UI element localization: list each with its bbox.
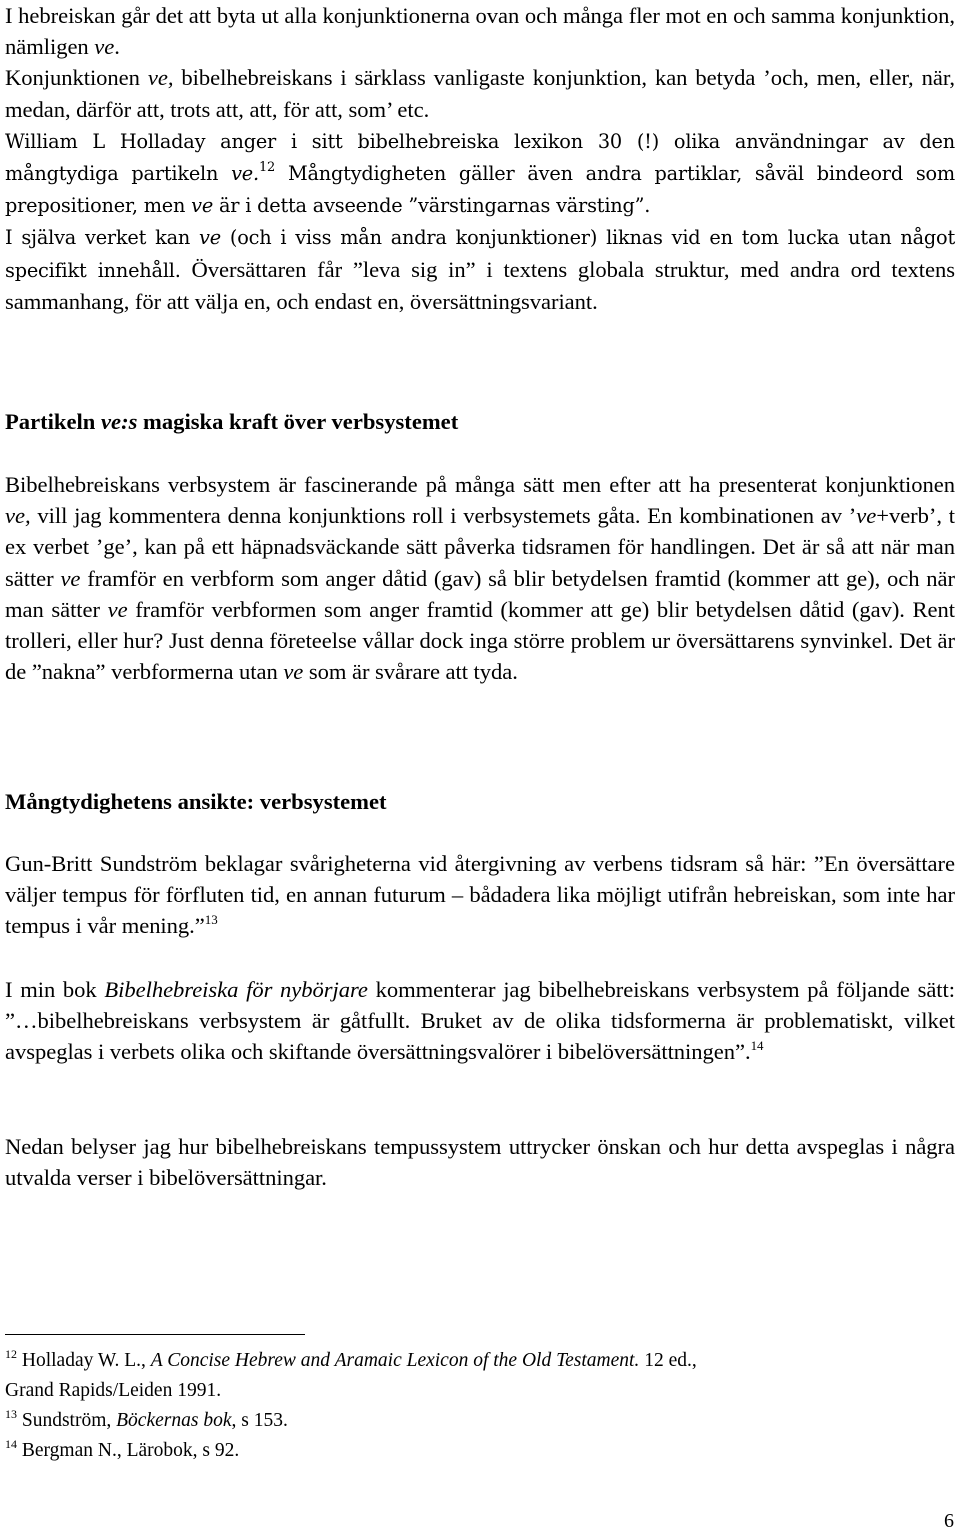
footnote-14 (5, 1436, 955, 1466)
text: Grand Rapids/Leiden 1991. (5, 1380, 222, 1401)
text: framför verbformen som anger framtid (kommer att ge) blir betydelsen dåtid (gav). Rent trolleri, eller hur? Just denna företeelse vållar dock inga större problem ur översättarens synvinkel. Det är de ”nakna” verbformerna utan (5, 596, 955, 685)
text: Holladay W. L., (17, 1350, 151, 1371)
section-heading (5, 406, 458, 437)
section-heading: Mångtydighetens ansikte: verbsystemet (5, 789, 387, 814)
text: kommenterar jag bibelhebreiskans verbsystem på följande sätt: ”…bibelhebreiskans verbsystem är gåtfullt. Bruket av de olika tidsformerna är problematiskt, vilket avspeglas i verbets olika och skiftande översättningsvalörer i bibelöversättningen”. (5, 977, 955, 1065)
text: I min bok (5, 977, 105, 1002)
text: . (114, 34, 120, 60)
text: Mångtydigheten gäller även andra partiklar, såväl bindeord som prepositioner, men (5, 162, 956, 218)
text: +verb’, t ex verbet ’ge’, kan på ett häpnadsväckande sätt påverka tidsramen för handlingen. Det är så att när man sätter (5, 503, 955, 591)
footnote-ref[interactable]: 12 (258, 160, 276, 176)
text: Bergman N., Lärobok, s 92. (17, 1440, 240, 1461)
text: 12 ed., (639, 1350, 697, 1371)
book-title: A Concise Hebrew and Aramaic Lexicon of the Old Testament. (150, 1350, 640, 1371)
footnote-ref[interactable]: 14 (750, 1038, 764, 1054)
italic-term: ve (283, 659, 304, 685)
paragraph-2 (5, 469, 955, 687)
book-title: Böckernas bok (116, 1410, 232, 1431)
footnote-divider (5, 1334, 305, 1335)
footnote-number: 12 (5, 1347, 17, 1361)
text: , s 153. (231, 1410, 288, 1431)
text: Partikeln (5, 409, 102, 434)
italic-term: ve (107, 596, 128, 622)
text: Konjunktionen (5, 65, 148, 91)
text: Sundström, (17, 1410, 117, 1431)
text: bibelhebreiskans i särklass vanligaste konjunktion, kan betyda ’och, men, eller, när, medan, därför att, trots att, att, för att, som’ etc. (5, 65, 955, 122)
italic-term: ve, (147, 65, 174, 91)
text: Översättaren får ”leva sig in” i textens globala struktur, med andra ord textens sammanhang, för att välja en, och endast en, översättningsvariant. (5, 256, 955, 314)
italic-term: ve, (5, 503, 31, 529)
text: I hebreiskan går det att byta ut alla konjunktionerna ovan och många fler mot en och samma konjunktion, nämligen (5, 3, 955, 60)
italic-term: ve (191, 194, 214, 218)
italic-term: ve (60, 565, 81, 591)
paragraph-3 (5, 848, 955, 942)
footnote-number: 13 (5, 1407, 17, 1421)
book-title: Bibelhebreiska för nybörjare (104, 977, 368, 1002)
text: magiska kraft över verbsystemet (137, 409, 459, 434)
text: framför en verbform som anger dåtid (gav) så blir betydelsen framtid (kommer att ge), och när man sätter (5, 565, 955, 622)
italic-term: ve (199, 226, 221, 250)
italic-term: ve. (231, 162, 259, 186)
paragraph-4 (5, 974, 955, 1068)
paragraph-5: Nedan belyser jag hur bibelhebreiskans tempussystem uttrycker önskan och hur detta avspeglas i några utvalda verser i bibelöversättningar. (5, 1134, 955, 1191)
italic-term: ve (94, 34, 115, 60)
text: Gun-Britt Sundström beklagar svårigheterna vid återgivning av verbens tidsram så här: ”En översättare väljer tempus för förfluten tid, en annan futurum – bådadera lika möjligt utifrån hebreiskan, som inte har tempus i vår mening.” (5, 851, 955, 939)
page-number: 6 (944, 1510, 954, 1532)
text: Bibelhebreiskans verbsystem är fascinerande på många sätt men efter att ha presenterat konjunktionen (5, 472, 955, 497)
text: I själva verket kan (5, 226, 200, 250)
italic-term: ve:s (101, 409, 138, 434)
text: vill jag kommentera denna konjunktions roll i verbsystemets gåta. En kombinationen av ’ (30, 503, 857, 529)
footnote-12 (5, 1346, 955, 1406)
footnote-number: 14 (5, 1437, 17, 1451)
text: William L Holladay anger i sitt bibelhebreiska lexikon 30 (!) olika användningar av den mångtydiga partikeln (5, 129, 955, 186)
footnote-ref[interactable]: 13 (204, 912, 218, 928)
italic-term: ve (856, 503, 877, 529)
text: som är svårare att tyda. (303, 659, 518, 685)
footnote-13 (5, 1406, 955, 1436)
text: är i detta avseende ”värstingarnas värsting”. (213, 194, 651, 218)
paragraph-1 (5, 0, 955, 317)
text: (och i viss mån andra konjunktioner) liknas vid en tom lucka utan något specifikt innehåll. (5, 226, 956, 282)
